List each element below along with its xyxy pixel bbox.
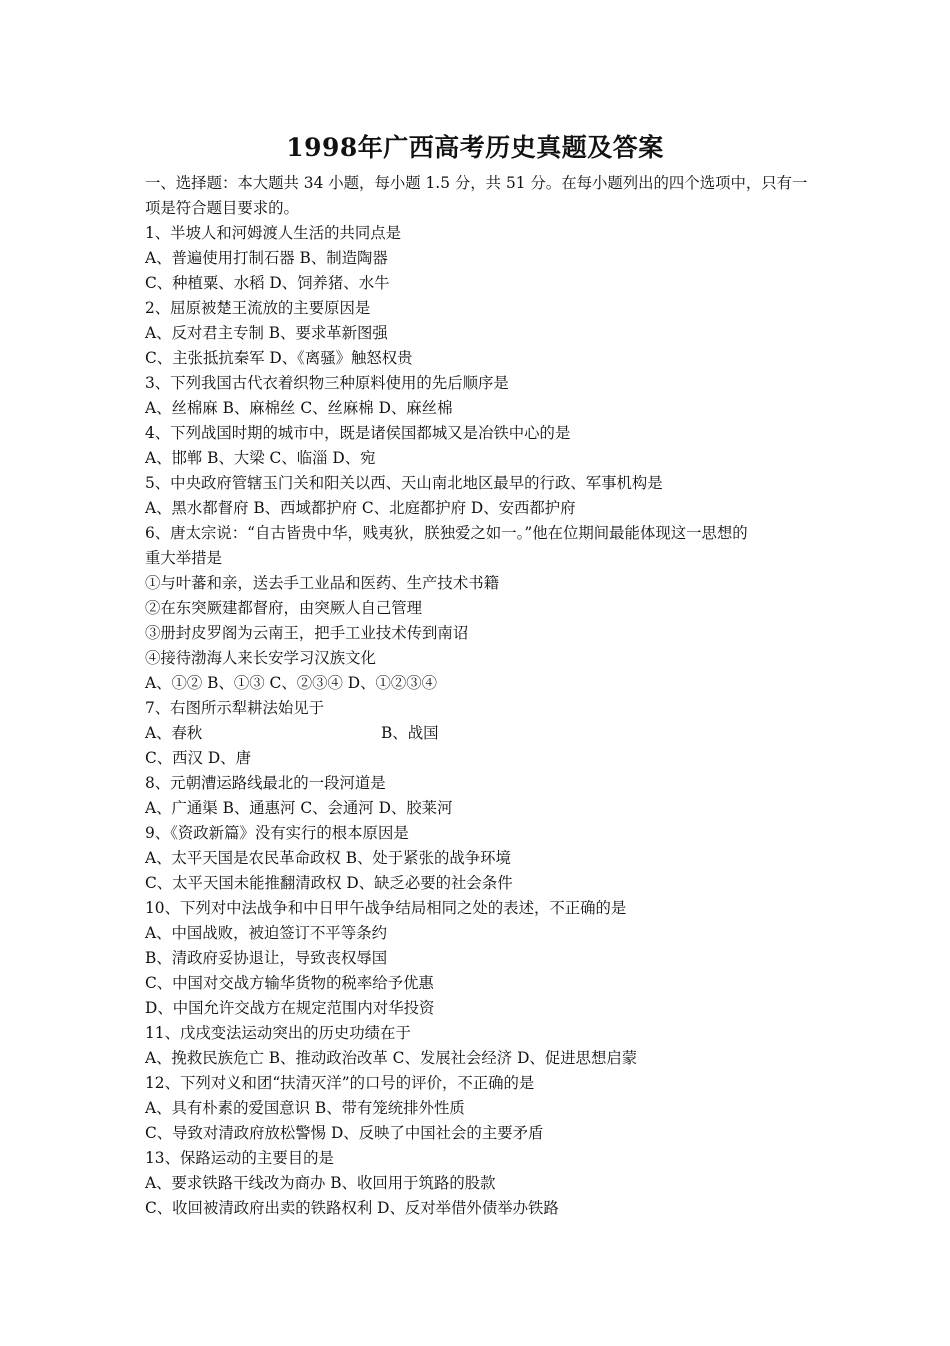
text-line: 项是符合题目要求的。 bbox=[145, 199, 299, 217]
question-7-options-cd: C、西汉 D、唐 bbox=[145, 749, 251, 767]
question-9: 9、《资政新篇》没有实行的根本原因是 bbox=[145, 824, 409, 842]
question-1-options-cd: C、种植粟、水稻 D、饲养猪、水牛 bbox=[145, 274, 390, 292]
question-10: 10、下列对中法战争和中日甲午战争结局相同之处的表述，不正确的是 bbox=[145, 899, 627, 917]
question-1: 1、半坡人和河姆渡人生活的共同点是 bbox=[145, 224, 402, 242]
question-12: 12、下列对义和团“扶清灭洋”的口号的评价，不正确的是 bbox=[145, 1074, 535, 1092]
question-6: 6、唐太宗说：“自古皆贵中华，贱夷狄，朕独爱之如一。”他在位期间最能体现这一思想的 bbox=[145, 524, 748, 542]
question-2: 2、屈原被楚王流放的主要原因是 bbox=[145, 299, 371, 317]
question-13-options-ab: A、要求铁路干线改为商办 B、收回用于筑路的股款 bbox=[145, 1174, 496, 1192]
question-8-options: A、广通渠 B、通惠河 C、会通河 D、胶莱河 bbox=[145, 799, 453, 817]
text-line: 一、选择题：本大题共 34 小题，每小题 1.5 分，共 51 分。在每小题列出的四个选项中，只有一 bbox=[145, 174, 808, 192]
question-8: 8、元朝漕运路线最北的一段河道是 bbox=[145, 774, 386, 792]
question-2-options-ab: A、反对君主专制 B、要求革新图强 bbox=[145, 324, 388, 342]
question-10-option-a: A、中国战败，被迫签订不平等条约 bbox=[145, 924, 387, 942]
question-10-option-b: B、清政府妥协退让，导致丧权辱国 bbox=[145, 949, 388, 967]
question-12-options-ab: A、具有朴素的爱国意识 B、带有笼统排外性质 bbox=[145, 1099, 465, 1117]
question-5-options: A、黑水都督府 B、西域都护府 C、北庭都护府 D、安西都护府 bbox=[145, 499, 576, 517]
question-11-options: A、挽救民族危亡 B、推动政治改革 C、发展社会经济 D、促进思想启蒙 bbox=[145, 1049, 638, 1067]
question-10-option-c: C、中国对交战方输华货物的税率给予优惠 bbox=[145, 974, 434, 992]
question-6-item-1: ①与叶蕃和亲，送去手工业品和医药、生产技术书籍 bbox=[145, 574, 499, 592]
question-1-options-ab: A、普遍使用打制石器 B、制造陶器 bbox=[145, 249, 388, 267]
question-4-options: A、邯郸 B、大梁 C、临淄 D、宛 bbox=[145, 449, 376, 467]
question-3: 3、下列我国古代衣着织物三种原料使用的先后顺序是 bbox=[145, 374, 509, 392]
question-5: 5、中央政府管辖玉门关和阳关以西、天山南北地区最早的行政、军事机构是 bbox=[145, 474, 663, 492]
question-6-continued: 重大举措是 bbox=[145, 549, 222, 567]
question-11: 11、戊戌变法运动突出的历史功绩在于 bbox=[145, 1024, 411, 1042]
question-9-options-ab: A、太平天国是农民革命政权 B、处于紧张的战争环境 bbox=[145, 849, 511, 867]
question-4: 4、下列战国时期的城市中，既是诸侯国都城又是冶铁中心的是 bbox=[145, 424, 571, 442]
question-13: 13、保路运动的主要目的是 bbox=[145, 1149, 334, 1167]
question-9-options-cd: C、太平天国未能推翻清政权 D、缺乏必要的社会条件 bbox=[145, 874, 513, 892]
question-6-options: A、①② B、①③ C、②③④ D、①②③④ bbox=[145, 674, 438, 692]
question-7: 7、右图所示犁耕法始见于 bbox=[145, 699, 325, 717]
document-body bbox=[145, 171, 815, 1221]
question-3-options: A、丝棉麻 B、麻棉丝 C、丝麻棉 D、麻丝棉 bbox=[145, 399, 453, 417]
page-title: 1998年广西高考历史真题及答案 bbox=[286, 133, 664, 162]
question-10-option-d: D、中国允许交战方在规定范围内对华投资 bbox=[145, 999, 435, 1017]
question-13-options-cd: C、收回被清政府出卖的铁路权利 D、反对举借外债举办铁路 bbox=[145, 1199, 559, 1217]
question-7-option-b: B、战国 bbox=[381, 724, 439, 742]
question-7-option-a: A、春秋 bbox=[145, 724, 203, 742]
question-7-options-ab bbox=[145, 721, 815, 746]
question-6-item-2: ②在东突厥建都督府，由突厥人自己管理 bbox=[145, 599, 423, 617]
question-2-options-cd: C、主张抵抗秦军 D、《离骚》触怒权贵 bbox=[145, 349, 413, 367]
question-12-options-cd: C、导致对清政府放松警惕 D、反映了中国社会的主要矛盾 bbox=[145, 1124, 544, 1142]
question-6-item-3: ③册封皮罗阁为云南王，把手工业技术传到南诏 bbox=[145, 624, 469, 642]
question-6-item-4: ④接待渤海人来长安学习汉族文化 bbox=[145, 649, 376, 667]
